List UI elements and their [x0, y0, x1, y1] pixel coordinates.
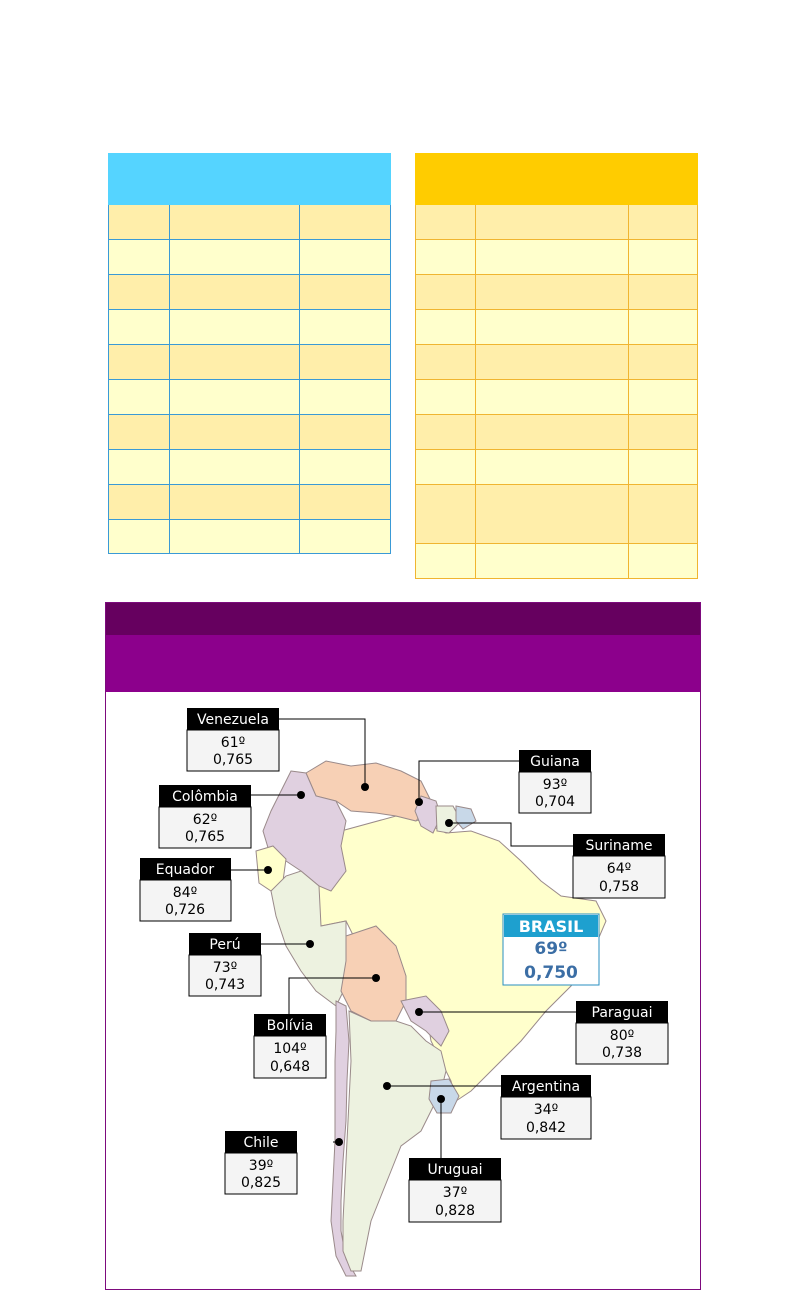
- table-cell: [108, 485, 170, 520]
- table-row: [415, 544, 698, 579]
- table-cell: [629, 310, 698, 345]
- table-cell: [108, 205, 170, 240]
- table-cell: [476, 380, 629, 415]
- table-cell: [108, 240, 170, 275]
- table-cell: [300, 450, 391, 485]
- table-cell: [415, 310, 476, 345]
- table-cell: [415, 345, 476, 380]
- table-header: [108, 153, 391, 205]
- south-america-map-panel: [105, 602, 701, 1290]
- table-row: [108, 450, 391, 485]
- table-cell: [476, 485, 629, 544]
- country-rank: 61º: [220, 735, 246, 751]
- table-row: [108, 275, 391, 310]
- ranking-table-gold: [415, 153, 698, 578]
- table-row: [108, 520, 391, 554]
- label-bolivia: [254, 1014, 326, 1078]
- country-rank: 80º: [609, 1028, 635, 1044]
- table-header: [415, 153, 698, 205]
- label-venezuela: [187, 708, 279, 771]
- table-cell: [476, 415, 629, 450]
- table-row: [415, 380, 698, 415]
- table-row: [108, 485, 391, 520]
- label-argentina: [501, 1075, 591, 1139]
- country-rank: 39º: [248, 1158, 274, 1174]
- table-cell: [300, 240, 391, 275]
- table-row: [415, 205, 698, 240]
- country-idh: 0,726: [164, 902, 206, 918]
- country-rank: 62º: [192, 812, 218, 828]
- table-row: [415, 450, 698, 485]
- table-cell: [170, 380, 300, 415]
- table-cell: [108, 310, 170, 345]
- country-name: Chile: [243, 1135, 279, 1151]
- table-cell: [108, 520, 170, 554]
- table-cell: [415, 544, 476, 579]
- country-idh: 0,648: [269, 1059, 311, 1075]
- country-name: Perú: [209, 937, 241, 953]
- table-cell: [415, 380, 476, 415]
- table-cell: [476, 544, 629, 579]
- country-idh: 0,758: [598, 879, 640, 895]
- table-cell: [170, 485, 300, 520]
- table-cell: [629, 205, 698, 240]
- country-idh: 0,743: [204, 977, 246, 993]
- label-guiana: [519, 750, 591, 813]
- table-cell: [300, 310, 391, 345]
- label-chile: [225, 1131, 297, 1194]
- table-cell: [629, 240, 698, 275]
- country-shape-guiana-francesa: [456, 806, 476, 829]
- table-cell: [476, 205, 629, 240]
- table-cell: [300, 380, 391, 415]
- table-cell: [108, 450, 170, 485]
- table-cell: [476, 275, 629, 310]
- table-cell: [170, 275, 300, 310]
- table-cell: [476, 310, 629, 345]
- country-rank: 84º: [172, 885, 198, 901]
- table-cell: [629, 544, 698, 579]
- label-equador: [140, 858, 231, 921]
- country-rank: 34º: [533, 1102, 559, 1118]
- table-cell: [476, 345, 629, 380]
- table-row: [108, 205, 391, 240]
- country-idh: 0,842: [525, 1120, 567, 1136]
- table-cell: [300, 275, 391, 310]
- table-cell: [476, 450, 629, 485]
- country-idh: 0,825: [240, 1175, 282, 1191]
- table-cell: [300, 205, 391, 240]
- table-row: [108, 380, 391, 415]
- table-row: [108, 415, 391, 450]
- table-cell: [415, 450, 476, 485]
- table-row: [415, 240, 698, 275]
- country-name: Venezuela: [197, 712, 269, 728]
- table-cell: [108, 345, 170, 380]
- table-cell: [108, 275, 170, 310]
- label-colombia: [159, 785, 251, 848]
- table-row: [108, 240, 391, 275]
- country-rank: 37º: [442, 1185, 468, 1201]
- table-row: [415, 275, 698, 310]
- table-cell: [108, 380, 170, 415]
- country-name: Bolívia: [266, 1018, 314, 1034]
- country-rank: 64º: [606, 861, 632, 877]
- table-cell: [415, 275, 476, 310]
- table-cell: [300, 485, 391, 520]
- country-name: Colômbia: [172, 789, 238, 805]
- country-shape-argentina: [343, 1011, 446, 1271]
- table-row: [415, 310, 698, 345]
- country-name: Argentina: [511, 1079, 581, 1095]
- table-cell: [300, 520, 391, 554]
- table-cell: [170, 205, 300, 240]
- table-row: [415, 415, 698, 450]
- table-cell: [629, 275, 698, 310]
- table-cell: [170, 240, 300, 275]
- country-name: Suriname: [585, 838, 653, 854]
- table-row: [108, 310, 391, 345]
- country-rank: 69º: [534, 939, 568, 959]
- table-cell: [415, 240, 476, 275]
- table-cell: [629, 380, 698, 415]
- table-cell: [415, 485, 476, 544]
- table-cell: [300, 345, 391, 380]
- country-rank: 93º: [542, 777, 568, 793]
- table-row: [108, 345, 391, 380]
- table-cell: [170, 310, 300, 345]
- country-name: BRASIL: [518, 917, 584, 936]
- ranking-table-blue: [108, 153, 391, 554]
- table-cell: [170, 450, 300, 485]
- country-idh: 0,828: [434, 1203, 476, 1219]
- country-rank: 104º: [273, 1041, 307, 1057]
- table-cell: [108, 415, 170, 450]
- table-cell: [629, 415, 698, 450]
- country-name: Paraguai: [591, 1005, 653, 1021]
- table-cell: [415, 205, 476, 240]
- south-america-map: [106, 603, 700, 1289]
- table-cell: [629, 450, 698, 485]
- label-uruguai: [409, 1158, 501, 1222]
- country-idh: 0,765: [184, 829, 226, 845]
- table-cell: [629, 345, 698, 380]
- table-row: [415, 485, 698, 544]
- table-cell: [170, 345, 300, 380]
- table-cell: [476, 240, 629, 275]
- country-name: Guiana: [530, 754, 580, 770]
- table-cell: [629, 485, 698, 544]
- country-idh: 0,704: [534, 794, 576, 810]
- country-name: Uruguai: [427, 1162, 483, 1178]
- country-idh: 0,765: [212, 752, 254, 768]
- table-cell: [415, 415, 476, 450]
- label-peru: [189, 933, 261, 996]
- country-rank: 73º: [212, 960, 238, 976]
- table-cell: [300, 415, 391, 450]
- country-idh: 0,738: [601, 1045, 643, 1061]
- table-row: [415, 345, 698, 380]
- country-name: Equador: [155, 862, 215, 878]
- table-cell: [170, 520, 300, 554]
- country-idh: 0,750: [524, 963, 578, 983]
- label-brasil: [503, 914, 599, 985]
- label-paraguai: [576, 1001, 668, 1064]
- table-cell: [170, 415, 300, 450]
- label-suriname: [573, 834, 665, 898]
